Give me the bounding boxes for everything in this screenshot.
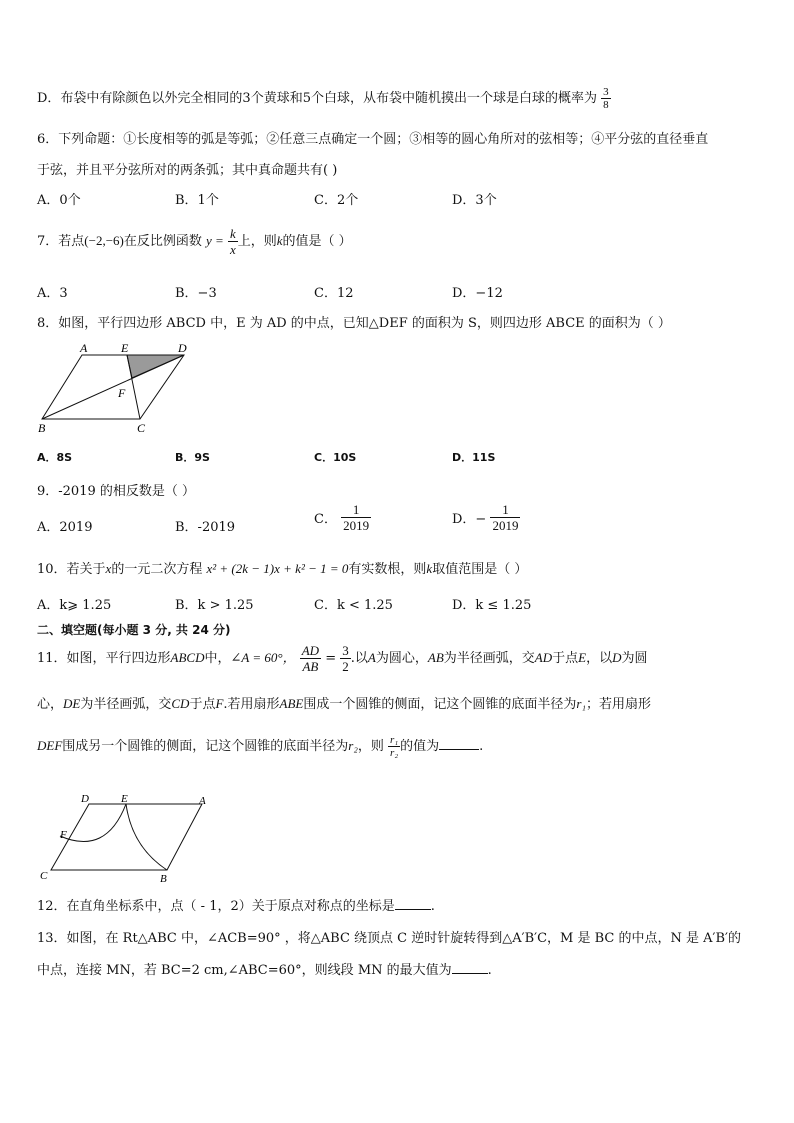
q10-equation: x² + (2k − 1)x + k² − 1 = 0 [206,561,349,576]
q5-option-d-text: D．布袋中有除颜色以外完全相同的3个黄球和5个白球，从布袋中随机摸出一个球是白球的概率为 [37,91,597,106]
q8-parallelogram-figure [36,340,206,435]
q8-option-c[interactable]: C．10S [314,451,357,464]
q11-line3: DEF围成另一个圆锥的侧面，记这个圆锥的底面半径为r₂，则 $\frac{\text{r₁}}{\text{r₂}}$ 的值为 . [37,734,484,759]
q5-option-d [37,86,611,111]
q11-fraction-r1-r2: $\frac{\text{r₁}}{\text{r₂}}$ [390,734,399,759]
q13-answer-blank[interactable] [452,961,488,974]
q11-arc-ef [60,804,126,842]
q10-stem: 10．若关于x的一元二次方程 x² + (2k − 1)x + k² − 1 = 0有实数根，则k取值范围是（ ） [37,561,528,577]
q7-option-a[interactable]: A．3 [37,286,68,301]
q10-option-c[interactable]: C．k < 1.25 [314,598,393,613]
q11-label-e: E [121,793,128,805]
q11-arc-be [126,804,167,870]
q11-label-a: A [199,795,206,807]
q6-line2: 于弦，并且平分弦所对的两条弧；其中真命题共有( ) [37,163,338,178]
q10-option-b[interactable]: B．k > 1.25 [175,598,254,613]
q8-option-d[interactable]: D．11S [452,451,496,464]
q9-option-a[interactable]: A．2019 [37,520,93,535]
q11-label-b: B [160,873,167,884]
q6-option-a[interactable]: A．0个 [37,193,81,208]
q9-option-c-fraction: $\frac{1}{2019}$ [343,502,370,533]
q11-answer-blank[interactable] [439,737,479,750]
q11-parallelogram-figure [36,792,221,884]
q6-option-c[interactable]: C．2个 [314,193,359,208]
q13-line1: 13．如图，在 Rt△ABC 中，∠ACB=90° ，将△ABC 绕顶点 C 逆时针旋转得到△A′B′C，M 是 BC 的中点，N 是 A′B′的 [37,931,741,946]
q11-fraction-3-2: $\frac{3}{2}$ [342,643,349,674]
q9-stem: 9．-2019 的相反数是（ ） [37,484,196,499]
q13-line2: 中点，连接 MN，若 BC=2 cm,∠ABC=60°，则线段 MN 的最大值为 . [37,963,492,978]
q6-line1: 6．下列命题：①长度相等的弧是等弧；②任意三点确定一个圆；③相等的圆心角所对的弦相等；④平分弦的直径垂直 [37,132,709,147]
q8-stem: 8．如图，平行四边形 ABCD 中，E 为 AD 的中点，已知△DEF 的面积为 S，则四边形 ABCE 的面积为（ ） [37,316,671,331]
q9-option-b[interactable]: B．-2019 [175,520,236,535]
q10-option-d[interactable]: D．k ≤ 1.25 [452,598,532,613]
section-fill-in-title: 二、填空题(每小题 3 分, 共 24 分) [37,623,231,637]
q11-label-c: C [40,870,48,882]
q10-option-a[interactable]: A．k⩾ 1.25 [37,598,112,613]
q9-option-c[interactable]: C． $\frac{1}{2019}$ [314,502,370,533]
q9-option-d-fraction: $\frac{1}{2019}$ [492,502,519,533]
q8-option-a[interactable]: A．8S [37,451,73,464]
q11-line2: 心，DE为半径画弧，交CD于点F.若用扇形ABE围成一个圆锥的侧面，记这个圆锥的底面半径为r₁；若用扇形 [37,696,651,712]
q5-fraction: $\frac{3}{8}$ [603,86,609,111]
q11-label-d: D [81,793,89,805]
q7-option-c[interactable]: C．12 [314,286,354,301]
q8-label-b: B [38,421,46,435]
q7-fraction: $\frac{k}{x}$ [229,226,236,257]
q12-answer-blank[interactable] [395,897,431,910]
q11-line1: 11．如图，平行四边形ABCD中，∠A = 60°， $\frac{AD}{AB}$ = $\frac{3}{2}$ .以A为圆心，AB为半径画弧，交AD于点E，以D为圆 [37,643,648,674]
q8-label-e: E [121,341,129,355]
q7-option-b[interactable]: B．−3 [175,286,217,301]
q11-parallelogram [51,804,202,870]
q11-label-f: F [60,829,67,841]
q7-option-d[interactable]: D．−12 [452,286,503,301]
q11-fraction-ad-ab: $\frac{AD}{AB}$ [301,643,320,674]
q12-stem: 12．在直角坐标系中，点（ - 1，2）关于原点对称点的坐标是 . [37,899,435,914]
q8-label-c: C [137,421,146,435]
q9-option-d[interactable]: D．− $\frac{1}{2019}$ [452,502,519,533]
q7-stem: 7．若点(−2,−6)在反比例函数 y = $\frac{k}{x}$ 上，则k的值是（ ） [37,226,352,257]
q8-line-be [42,355,184,419]
q6-option-b[interactable]: B．1个 [175,193,219,208]
q8-label-d: D [178,341,187,355]
q8-option-b[interactable]: B．9S [175,451,210,464]
q8-label-f: F [118,386,126,400]
q8-label-a: A [80,341,88,355]
q6-option-d[interactable]: D．3个 [452,193,497,208]
